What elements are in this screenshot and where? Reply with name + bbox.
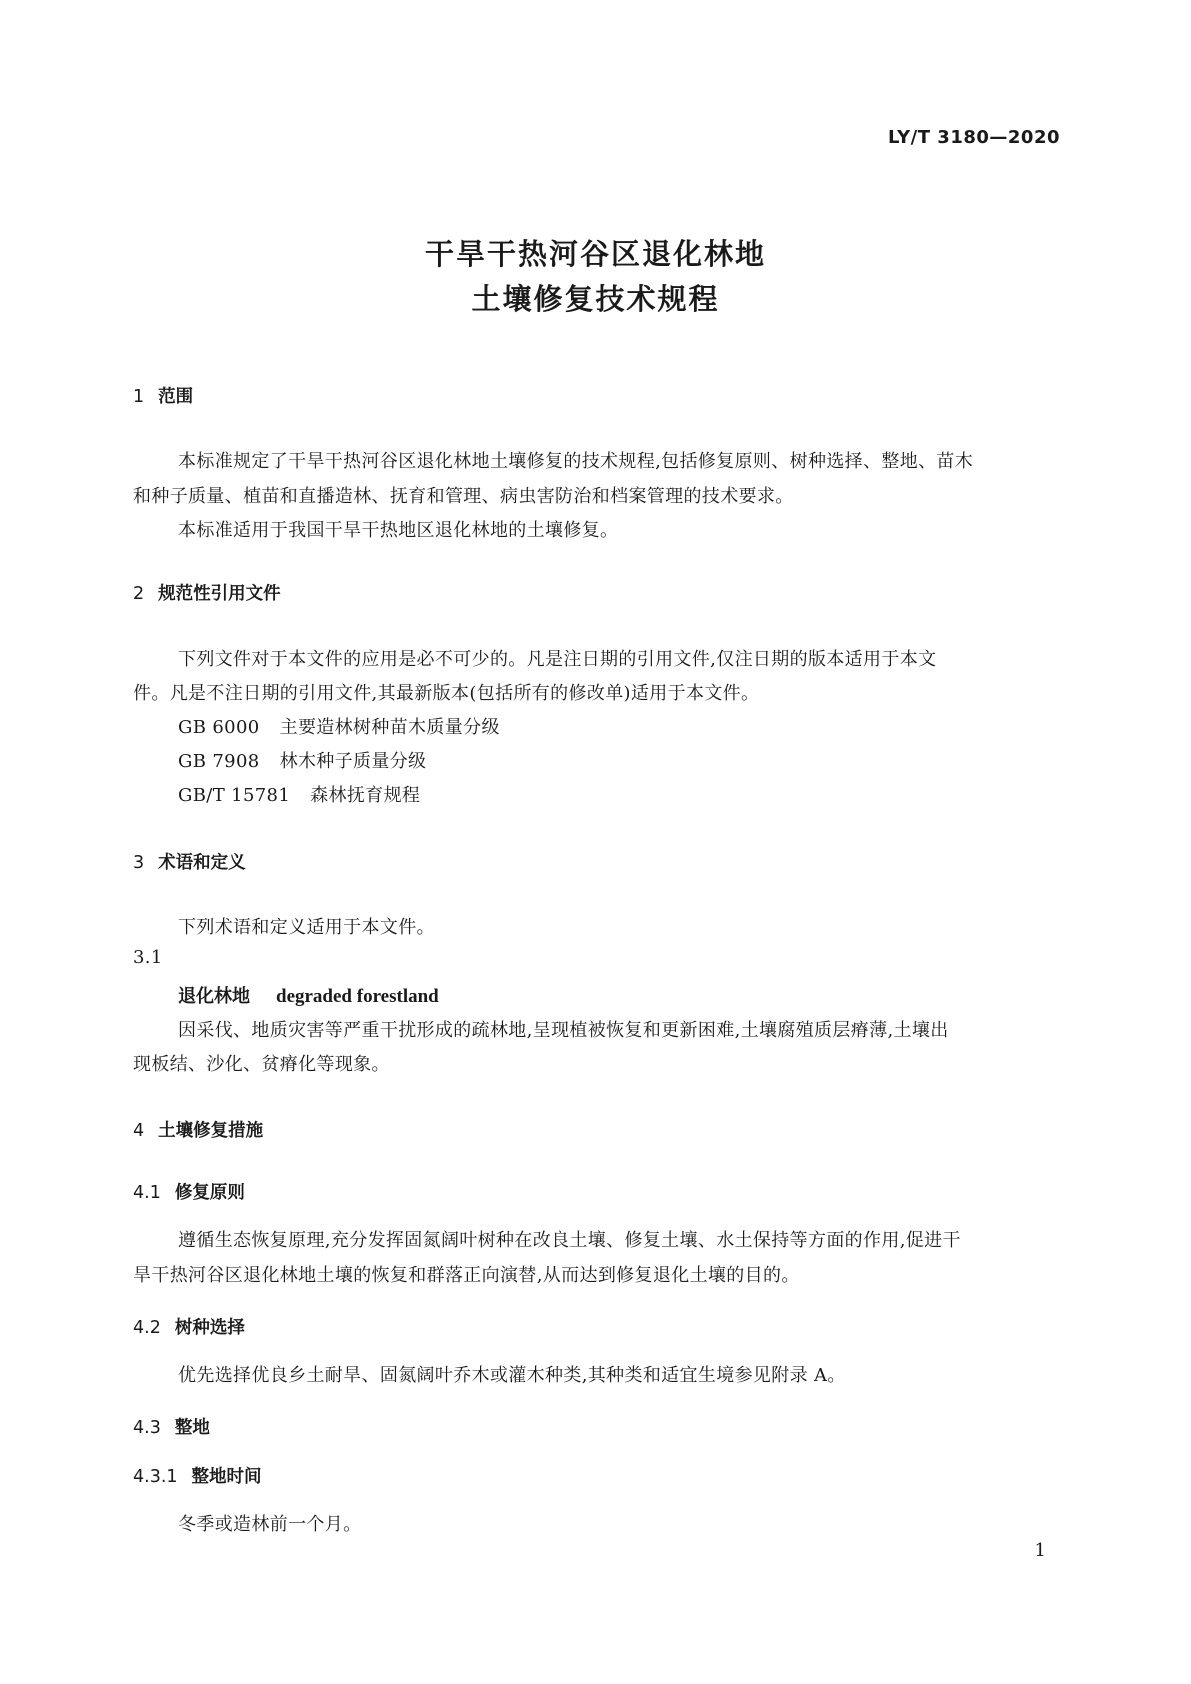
reference-code: GB/T 15781 bbox=[178, 785, 291, 806]
section-4-3-1-text: 冬季或造林前一个月。 bbox=[178, 1514, 362, 1535]
section-number: 4 bbox=[133, 1121, 145, 1141]
section-2-heading bbox=[133, 580, 281, 605]
section-4-3-heading bbox=[133, 1414, 210, 1439]
section-1-para1-line2: 和种子质量、植苗和直播造林、抚育和管理、病虫害防治和档案管理的技术要求。 bbox=[133, 486, 794, 507]
reference-code: GB 7908 bbox=[178, 751, 260, 772]
page-number: 1 bbox=[1034, 1540, 1046, 1561]
document-title-line2: 土壤修复技术规程 bbox=[471, 282, 720, 316]
standard-code: LY/T 3180—2020 bbox=[887, 127, 1060, 148]
term-definition-line2: 现板结、沙化、贫瘠化等现象。 bbox=[133, 1054, 390, 1075]
section-4-1-heading bbox=[133, 1179, 245, 1204]
section-1-heading bbox=[133, 383, 193, 408]
reference-title: 主要造林树种苗木质量分级 bbox=[279, 717, 500, 738]
section-3-intro: 下列术语和定义适用于本文件。 bbox=[178, 917, 435, 938]
reference-item bbox=[178, 713, 500, 739]
section-title: 整地 bbox=[174, 1418, 210, 1438]
reference-item bbox=[178, 747, 426, 773]
section-3-heading bbox=[133, 849, 246, 874]
term-definition-line1: 因采伐、地质灾害等严重干扰形成的疏林地,呈现植被恢复和更新困难,土壤腐殖质层瘠薄,土壤出 bbox=[178, 1020, 949, 1041]
section-number: 1 bbox=[133, 387, 145, 407]
section-1-para1-line1: 本标准规定了干旱干热河谷区退化林地土壤修复的技术规程,包括修复原则、树种选择、整地、苗木 bbox=[178, 451, 974, 472]
section-title: 土壤修复措施 bbox=[158, 1121, 264, 1141]
section-title: 范围 bbox=[158, 387, 194, 407]
section-number: 2 bbox=[133, 584, 145, 604]
term-english: degraded forestland bbox=[276, 986, 439, 1007]
section-title: 树种选择 bbox=[174, 1318, 245, 1338]
section-4-1-line1: 遵循生态恢复原理,充分发挥固氮阔叶树种在改良土壤、修复土壤、水土保持等方面的作用,促进干 bbox=[178, 1230, 961, 1251]
section-4-2-text: 优先选择优良乡土耐旱、固氮阔叶乔木或灌木种类,其种类和适宜生境参见附录 A。 bbox=[178, 1365, 846, 1386]
section-number: 4.1 bbox=[133, 1183, 161, 1203]
section-title: 修复原则 bbox=[174, 1183, 245, 1203]
section-number: 4.2 bbox=[133, 1318, 161, 1338]
section-4-heading bbox=[133, 1117, 263, 1142]
reference-title: 森林抚育规程 bbox=[310, 785, 421, 806]
section-title: 术语和定义 bbox=[158, 853, 246, 873]
term-chinese: 退化林地 bbox=[178, 986, 250, 1007]
section-4-2-heading bbox=[133, 1314, 245, 1339]
section-4-3-1-heading bbox=[133, 1463, 262, 1488]
section-title: 规范性引用文件 bbox=[158, 584, 281, 604]
reference-code: GB 6000 bbox=[178, 717, 260, 738]
reference-title: 林木种子质量分级 bbox=[279, 751, 427, 772]
section-4-1-line2: 旱干热河谷区退化林地土壤的恢复和群落正向演替,从而达到修复退化土壤的目的。 bbox=[133, 1265, 800, 1286]
section-1-para2: 本标准适用于我国干旱干热地区退化林地的土壤修复。 bbox=[178, 520, 619, 541]
reference-item bbox=[178, 781, 420, 807]
document-title-line1: 干旱干热河谷区退化林地 bbox=[424, 237, 766, 271]
term-number: 3.1 bbox=[133, 947, 163, 968]
section-number: 3 bbox=[133, 853, 145, 873]
section-2-para1-line2: 件。凡是不注日期的引用文件,其最新版本(包括所有的修改单)适用于本文件。 bbox=[133, 683, 760, 704]
section-title: 整地时间 bbox=[191, 1467, 262, 1487]
section-number: 4.3.1 bbox=[133, 1467, 178, 1487]
term-heading bbox=[178, 982, 439, 1008]
section-number: 4.3 bbox=[133, 1418, 161, 1438]
section-2-para1-line1: 下列文件对于本文件的应用是必不可少的。凡是注日期的引用文件,仅注日期的版本适用于本文 bbox=[178, 649, 937, 670]
